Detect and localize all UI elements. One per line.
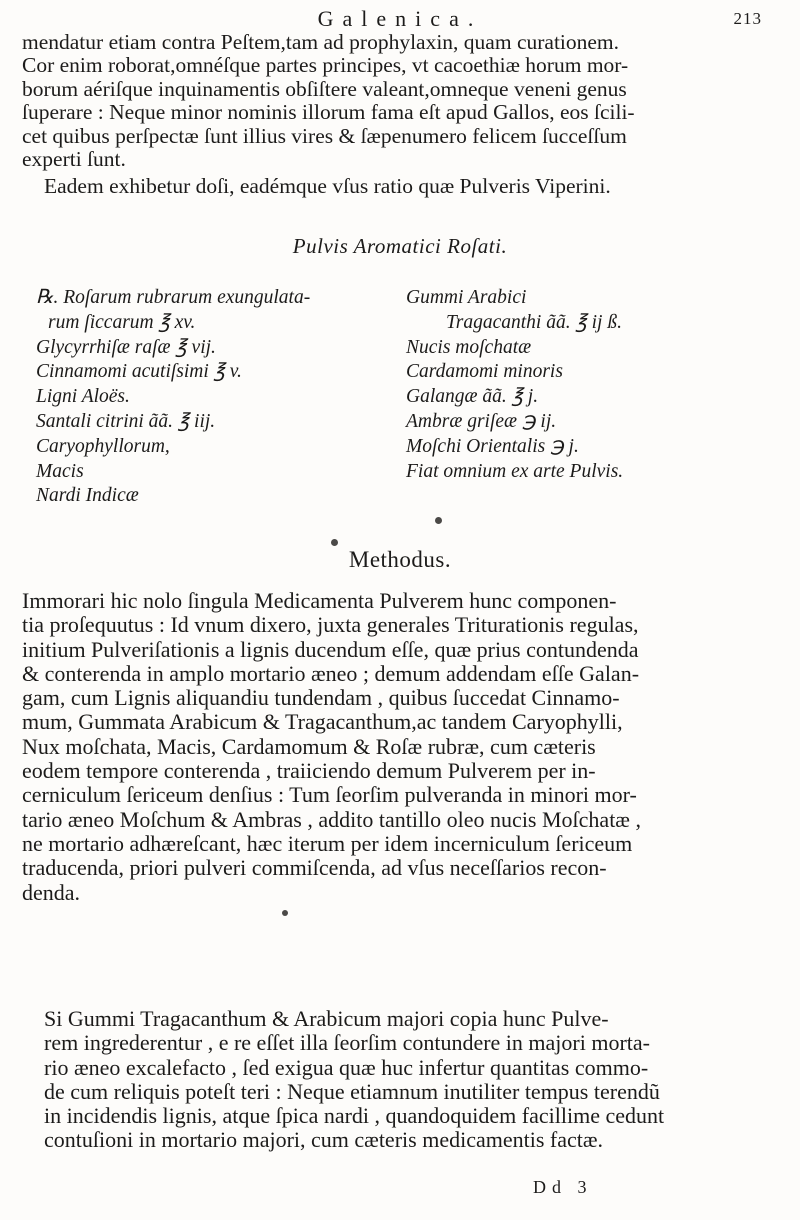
text-line: denda.: [22, 879, 81, 905]
ingredient-line: Galangæ ãã. ℥ j.: [406, 386, 539, 408]
ingredient-line: Gummi Arabici: [406, 287, 527, 308]
text-line: Si Gummi Tragacanthum & Arabicum majori copia hunc Pulve-: [44, 1006, 609, 1031]
signature-mark: Dd 3: [533, 1177, 593, 1197]
ingredient-line: Glycyrrhiſæ raſæ ℥ vij.: [36, 336, 216, 358]
ingredient-line: Ambræ griſeæ ℈ ij.: [406, 410, 557, 432]
dose-paragraph: [44, 175, 762, 198]
text-line: experti ſunt.: [22, 147, 126, 172]
intro-paragraph: [22, 31, 762, 171]
recipe-title: Pulvis Aromatici Roſati.: [292, 234, 508, 258]
ingredient-line: Nardi Indicæ: [36, 485, 139, 507]
ingredient-line: Santali citrini ãã. ℥ iij.: [36, 410, 216, 432]
text-line: Cor enim roborat,omnéſque partes principes, vt cacoethiæ horum mor-: [22, 53, 629, 78]
text-line: eodem tempore conterenda , traiiciendo demum Pulverem per in-: [22, 758, 596, 784]
ink-spot: [435, 517, 442, 524]
text-line: in incidendis lignis, atque ſpica nardi , quandoquidem facillime cedunt: [44, 1103, 665, 1129]
ingredient-line: Fiat omnium ex arte Pulvis.: [406, 460, 624, 482]
ingredient-line: Ligni Aloës.: [36, 386, 130, 408]
ingredient-line: Macis: [36, 460, 84, 482]
text-line: & conterenda in amplo mortario æneo ; demum addendam eſſe Galan-: [22, 660, 640, 686]
recipe-ingredients-right: [406, 286, 623, 484]
text-line: tario æneo Moſchum & Ambras , addito tantillo oleo nucis Moſchatæ ,: [22, 806, 641, 832]
text-line: contuſioni in mortario majori, cum cæteris medicamentis factæ.: [44, 1127, 604, 1153]
method-paragraph-2: [44, 1007, 762, 1153]
text-line: Nux moſchata, Macis, Cardamomum & Roſæ rubræ, cum cæteris: [22, 733, 596, 759]
text-line: de cum reliquis poteſt teri : Neque etiamnum inutiliter tempus terendũ: [44, 1078, 660, 1104]
text-line: ne mortario adhæreſcant, hæc iterum per idem incerniculum ſericeum: [22, 830, 633, 856]
ink-spot: [331, 539, 338, 546]
text-line: cerniculum ſericeum denſius : Tum ſeorſim pulveranda in minori mor-: [22, 782, 637, 808]
method-heading: Methodus.: [348, 547, 452, 572]
text-line: initium Pulveriſationis a lignis ducendum eſſe, quæ prius contundenda: [22, 636, 639, 662]
text-line: mendatur etiam contra Peſtem,tam ad prophylaxin, quam curationem.: [22, 30, 620, 54]
page-number: 213: [733, 9, 762, 28]
text-line: gam, cum Lignis aliquandiu tundendam , quibus ſuccedat Cinnamo-: [22, 685, 620, 711]
ink-spot: [282, 910, 288, 916]
text-line: tia proſequutus : Id vnum dixero, juxta generales Triturationis regulas,: [22, 612, 639, 638]
running-title: Galenica.: [317, 6, 483, 31]
ingredient-line: Caryophyllorum,: [36, 435, 170, 457]
text-line: Immorari hic nolo ſingula Medicamenta Pulverem hunc componen-: [22, 588, 617, 613]
ingredient-line: rum ſiccarum ℥ xv.: [48, 311, 196, 333]
text-line: borum aériſque inquinamentis obſiſtere valeant,omneque veneni genus: [22, 76, 627, 101]
text-line: cet quibus perſpectæ ſunt illius vires & ſæpenumero felicem ſucceſſum: [22, 123, 627, 148]
ingredient-line: Moſchi Orientalis ℈ j.: [406, 435, 579, 457]
text-line: Eadem exhibetur doſi, eadémque vſus ratio quæ Pulveris Viperini.: [44, 174, 611, 198]
ingredient-line: Tragacanthi ãã. ℥ ij ß.: [446, 311, 622, 333]
ingredient-line: Cardamomi minoris: [406, 361, 563, 383]
text-line: rem ingrederentur , e re eſſet illa ſeorſim contundere in majori morta-: [44, 1030, 650, 1056]
ingredient-line: Cinnamomi acutiſsimi ℥ v.: [36, 361, 242, 383]
ingredient-line: Nucis moſchatæ: [406, 336, 532, 358]
text-line: traducenda, priori pulveri commiſcenda, ad vſus neceſſarios recon-: [22, 855, 607, 881]
method-paragraph-1: [22, 589, 762, 905]
ingredient-line: ℞. Roſarum rubrarum exungulata-: [36, 287, 311, 308]
recipe-ingredients-left: [36, 286, 310, 509]
text-line: mum, Gummata Arabicum & Tragacanthum,ac tandem Caryophylli,: [22, 709, 623, 735]
text-line: ſuperare : Neque minor nominis illorum fama eſt apud Gallos, eos ſcili-: [22, 100, 635, 125]
text-line: rio æneo excalefacto , ſed exigua quæ huc infertur quantitas commo-: [44, 1054, 649, 1080]
